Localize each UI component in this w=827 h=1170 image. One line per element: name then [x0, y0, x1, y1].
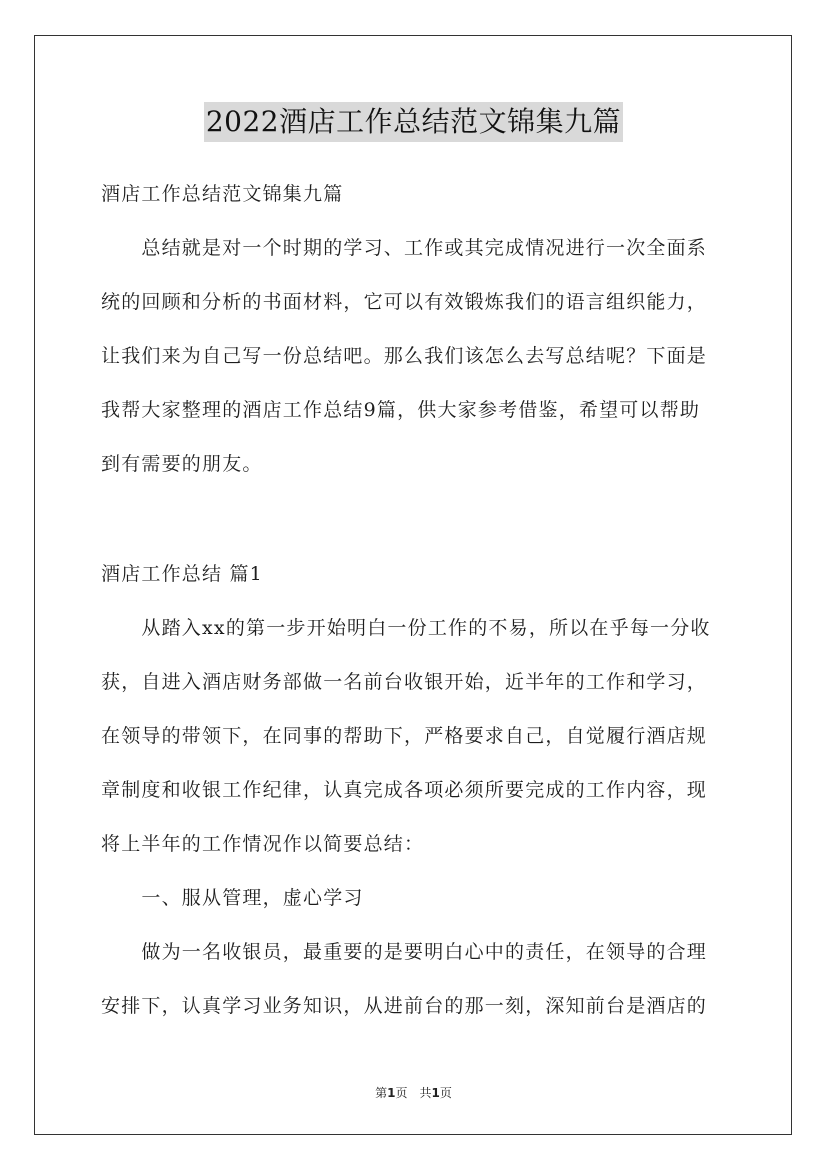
footer-suffix: 页: [439, 1086, 452, 1100]
paragraph-line: 将上半年的工作情况作以简要总结：: [101, 833, 425, 855]
paragraph-line: 安排下，认真学习业务知识，从进前台的那一刻，深知前台是酒店的: [101, 995, 708, 1017]
subsection-heading: 一、服从管理，虚心学习: [101, 887, 364, 909]
footer-mid: 页 共: [395, 1086, 432, 1100]
footer-page-number: 1: [387, 1086, 396, 1100]
paragraph-line: 统的回顾和分析的书面材料，它可以有效锻炼我们的语言组织能力，: [101, 291, 708, 313]
paragraph-line: 让我们来为自己写一份总结吧。那么我们该怎么去写总结呢？下面是: [101, 345, 708, 367]
document-title: 2022酒店工作总结范文锦集九篇: [204, 102, 623, 142]
section-heading: 酒店工作总结 篇1: [101, 563, 263, 585]
paragraph-line: 做为一名收银员，最重要的是要明白心中的责任，在领导的合理: [101, 941, 708, 963]
title-wrap: [0, 102, 827, 142]
paragraph-line: 获，自进入酒店财务部做一名前台收银开始，近半年的工作和学习，: [101, 671, 708, 693]
footer-total-pages: 1: [431, 1086, 440, 1100]
paragraph-line: 在领导的带领下，在同事的帮助下，严格要求自己，自觉履行酒店规: [101, 725, 708, 747]
paragraph-line: 从踏入xx的第一步开始明白一份工作的不易，所以在乎每一分收: [101, 617, 711, 639]
footer-prefix: 第: [375, 1086, 388, 1100]
paragraph-line: 总结就是对一个时期的学习、工作或其完成情况进行一次全面系: [101, 237, 708, 259]
subtitle-line: 酒店工作总结范文锦集九篇: [101, 183, 344, 205]
page-footer: [0, 1084, 827, 1101]
paragraph-line: 我帮大家整理的酒店工作总结9篇，供大家参考借鉴，希望可以帮助: [101, 399, 701, 421]
paragraph-line: 到有需要的朋友。: [101, 453, 263, 475]
paragraph-line: 章制度和收银工作纪律，认真完成各项必须所要完成的工作内容，现: [101, 779, 708, 801]
